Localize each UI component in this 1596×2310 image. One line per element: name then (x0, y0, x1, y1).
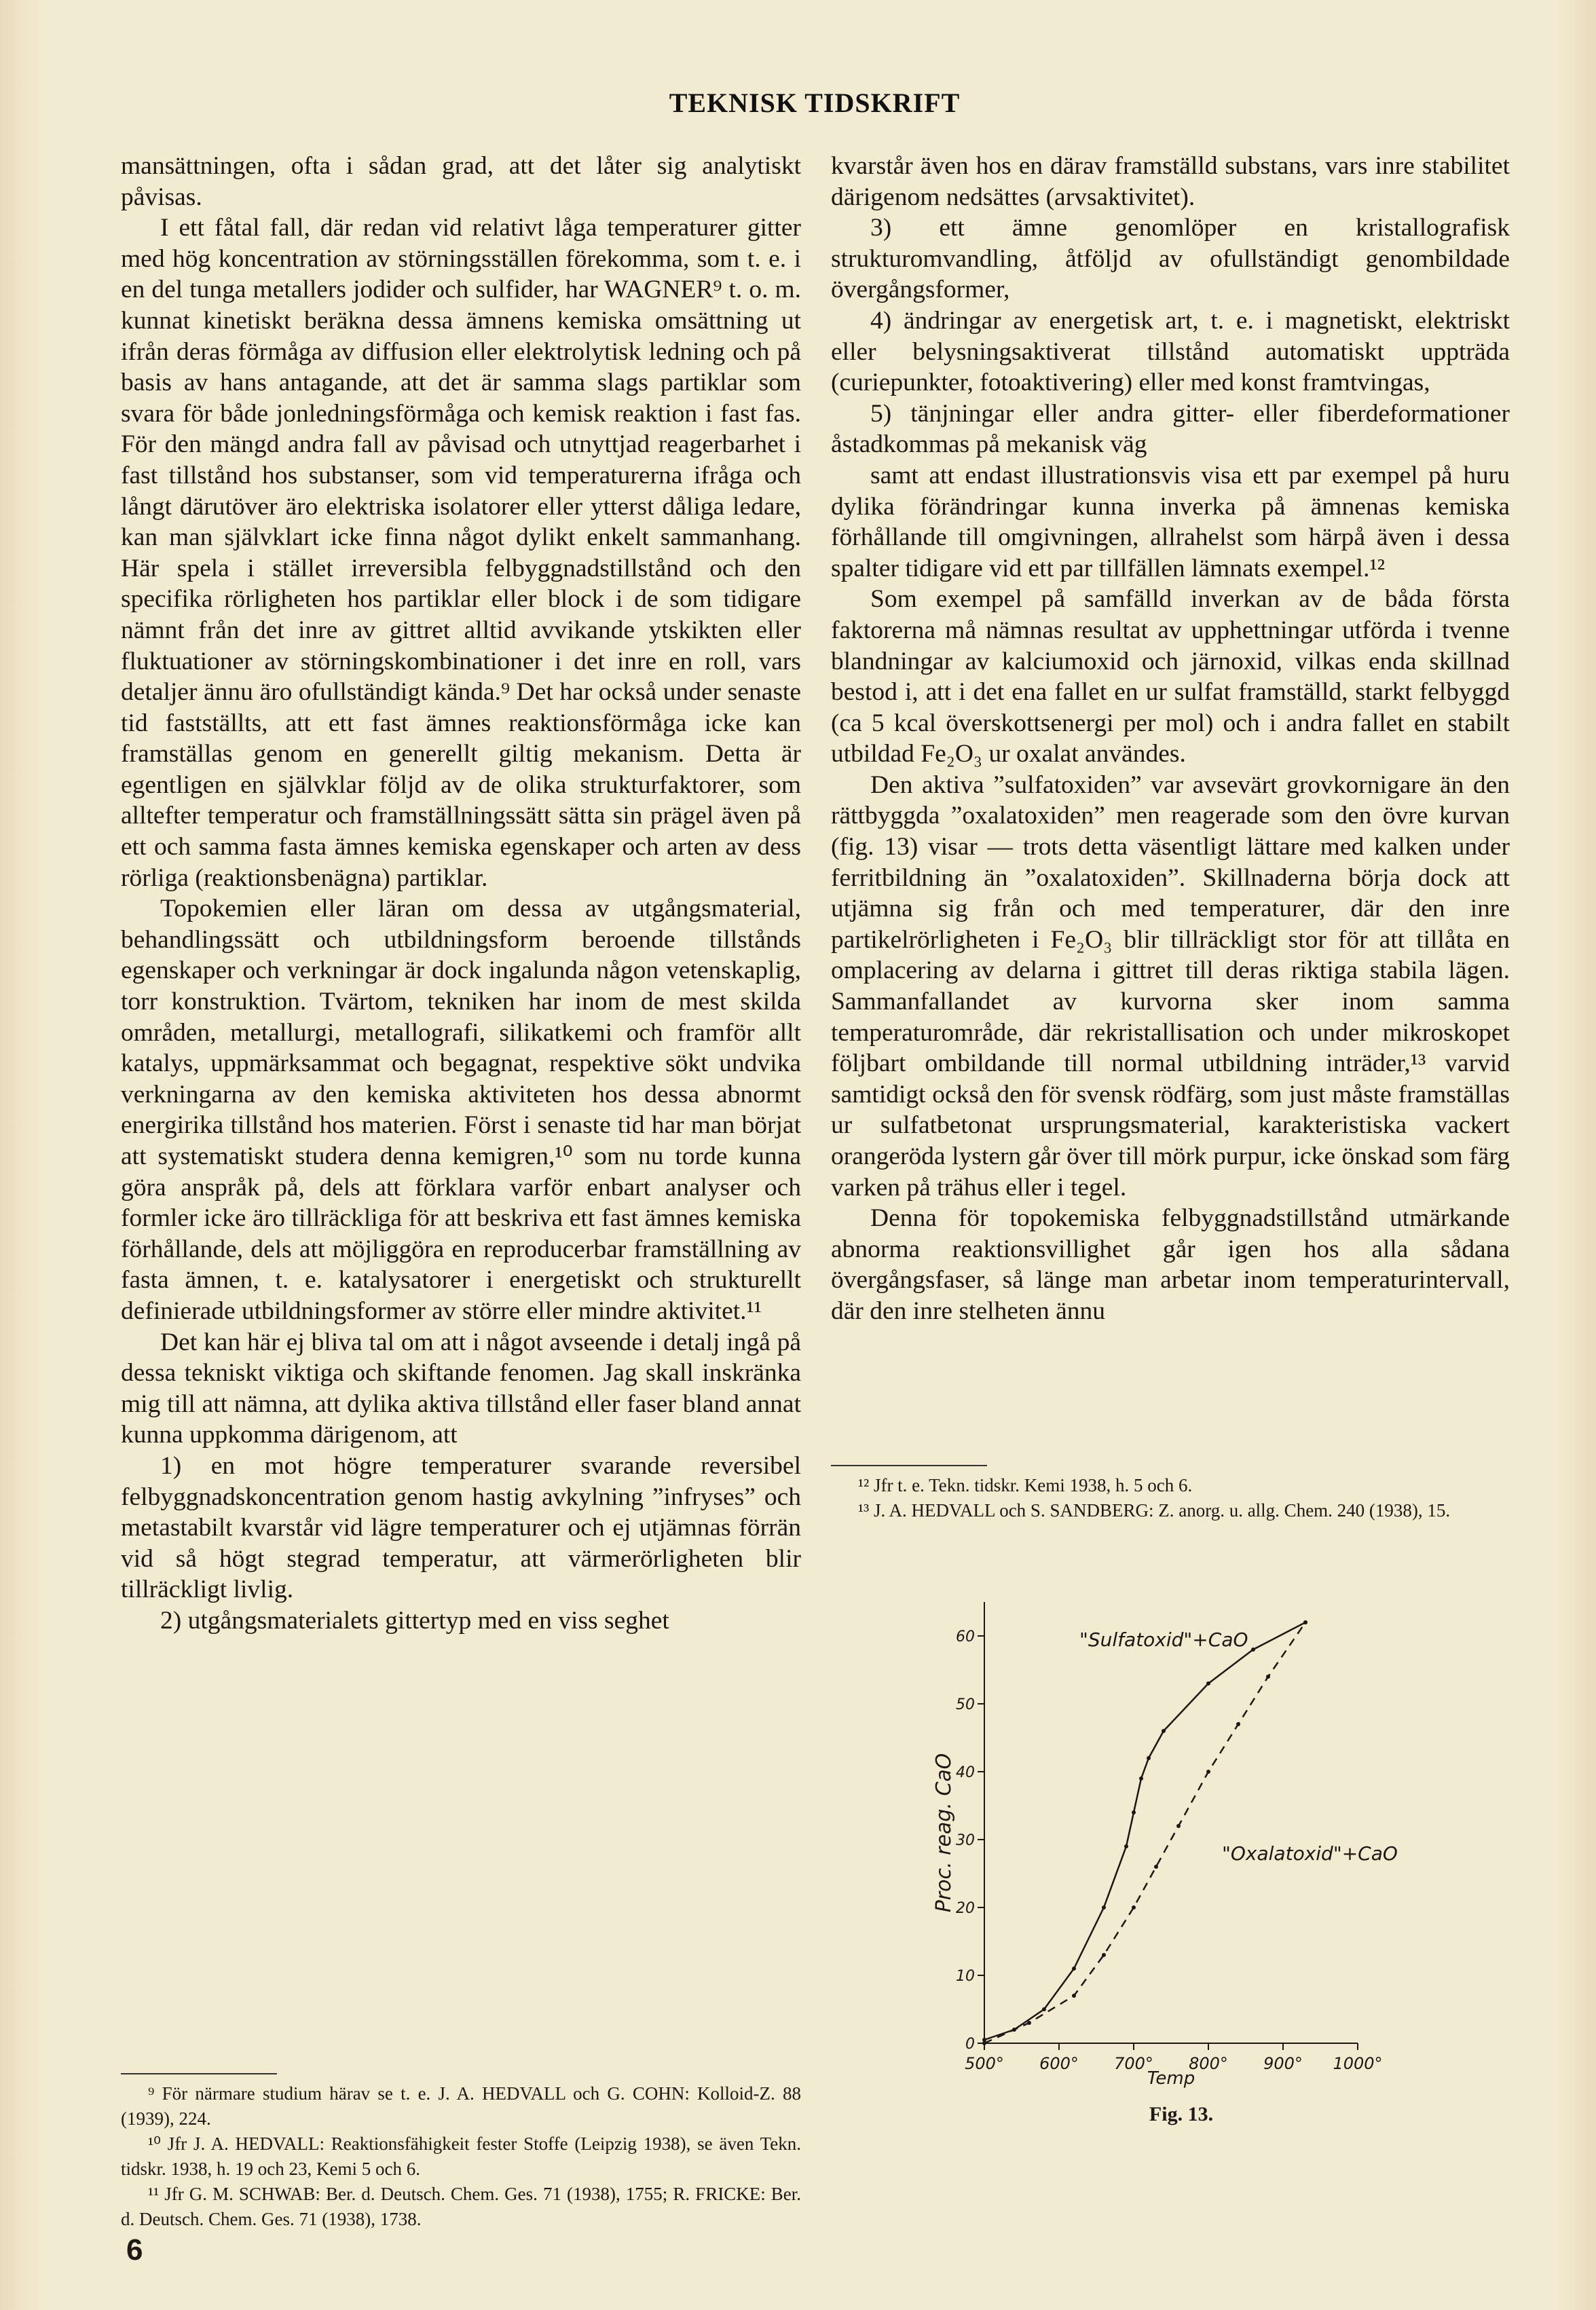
footnote: ¹¹ Jfr G. M. SCHWAB: Ber. d. Deutsch. Chem. Ges. 71 (1938), 1755; R. FRICKE: Ber. d. Deutsch. Chem. Ges. 71 (1938), 1738. (121, 2184, 801, 2229)
data-point (1102, 1905, 1106, 1910)
body-paragraph: 4) ändringar av energetisk art, t. e. i magnetiskt, elektriskt eller belysningsaktiverat tillstånd automatiskt uppträda (curiepunkter, fotoaktivering) eller med konst framtvingas, (831, 306, 1510, 397)
data-point (1132, 1810, 1136, 1814)
data-point (982, 2041, 986, 2045)
y-tick-label: 20 (956, 1900, 975, 1917)
data-point (1236, 1722, 1240, 1726)
data-point (1132, 1905, 1136, 1910)
x-tick-label: 600° (1039, 2054, 1079, 2073)
data-point (1206, 1770, 1210, 1774)
footnote: ¹³ J. A. HEDVALL och S. SANDBERG: Z. anorg. u. allg. Chem. 240 (1938), 15. (858, 1500, 1451, 1521)
series-line-sulfatoxid (984, 1622, 1305, 2040)
body-paragraph: Det kan här ej bliva tal om att i något avseende i detalj ingå på dessa tekniskt viktiga och skiftande fenomen. Jag skall inskränka mig till att nämna, att dylika aktiva tillstånd eller faser bland annat kunna uppkomma därigenom, att (121, 1328, 801, 1449)
footnote-rule (121, 2073, 277, 2074)
data-point (1251, 1647, 1255, 1652)
x-tick-label: 1000° (1333, 2054, 1383, 2073)
figure-caption: Fig. 13. (1149, 2103, 1214, 2125)
body-paragraph: Den aktiva ”sulfatoxiden” var avsevärt grovkornigare än den rättbyggda ”oxalatoxiden” men reagerade som den övre kurvan (fig. 13) visar — trots detta väsentligt lättare med kalken under ferritbildning än ”oxalatoxiden”. Skillnaderna börja dock att utjämna sig från och med temperaturer, där den inre partikelrörligheten i Fe₂O₃ blir tillräckligt stor för att tillåta en omplacering av delarna i gittret till deras riktiga stabila lägen. Sammanfallandet av kurvorna sker inom samma temperaturområde, där rekristallisation och under mikroskopet följbart ombildande till normal utbildning inträder,¹³ varvid samtidigt också den för svensk rödfärg, som just måste framställas ur sulfatbetonat ursprungsmaterial, karakteristiska vackert orangeröda lystern går över till mörk purpur, icke önskad som färg varken på trähus eller i tegel. (831, 770, 1510, 1201)
body-paragraph: kvarstår även hos en därav framställd substans, vars inre stabilitet därigenom nedsättes (arvsaktivitet). (831, 152, 1510, 211)
body-paragraph: mansättningen, ofta i sådan grad, att det låter sig analytiskt påvisas. (121, 152, 801, 211)
right-column (831, 151, 1510, 1327)
data-point (1206, 1681, 1210, 1685)
y-tick-label: 30 (956, 1832, 975, 1849)
body-paragraph: 2) utgångsmaterialets gittertyp med en viss seghet (160, 1606, 669, 1635)
series-label-oxalatoxid: "Oxalatoxid"+CaO (1222, 1842, 1398, 1865)
x-axis-label: Temp (1147, 2068, 1195, 2089)
left-footnotes (121, 2073, 801, 2232)
data-point (1072, 1994, 1076, 1998)
body-paragraph: I ett fåtal fall, där redan vid relativt låga temperaturer gitter med hög koncentration av störningsställen förekomma, som t. e. i en del tunga metallers jodider och sulfider, har WAGNER⁹ t. o. m. kunnat kinetiskt beräkna dessa ämnens kemiska omsättning ut ifrån deras förmåga av diffusion eller elektrolytisk ledning och på basis av hans antagande, att det är samma slags partiklar som svara för både jonledningsförmåga och kemisk reaktion i fast fas. För den mängd andra fall av påvisad och utnyttjad reagerbarhet i fast tillstånd hos substanser, som vid temperaturerna ifråga och långt därutöver äro elektriska isolatorer eller ytterst dåliga ledare, kan man självklart icke finna något dylikt enkelt sammanhang. Här spela i stället irreversibla felbyggnadstillstånd och den specifika rörligheten hos partiklar eller block i de som tidigare nämnt från det inre av gittret alltid avvikande ytskikten eller fluktuationer av störningskombinationer i det inre en roll, vars detaljer ännu äro ofullständigt kända.⁹ Det har också under senaste tid fastställts, att ett fast ämnes reaktionsförmåga icke kan framställas genom en generellt giltig mekanism. Detta är egentligen en självklar följd av de olika strukturfaktorer, som alltefter temperatur och framställningssätt sätta sin prägel även på ett och samma fasta ämnes kemiska egenskaper och arten av dess rörliga (reaktionsbenägna) partiklar. (121, 214, 801, 892)
body-paragraph: 3) ett ämne genomlöper en kristallografisk strukturomvandling, åtföljd av ofullständigt genombildade övergångsformer, (831, 214, 1510, 304)
x-tick-label: 700° (1114, 2054, 1153, 2073)
x-tick-label: 500° (965, 2054, 1004, 2073)
footnote: ⁹ För närmare studium härav se t. e. J. A. HEDVALL och G. COHN: Kolloid-Z. 88 (1939), 224. (121, 2083, 801, 2129)
series-label-sulfatoxid: "Sulfatoxid"+CaO (1079, 1628, 1248, 1651)
data-point (1139, 1776, 1143, 1781)
data-point (1266, 1675, 1270, 1679)
running-header: TEKNISK TIDSKRIFT (669, 88, 961, 118)
y-tick-label: 10 (956, 1968, 975, 1985)
data-point (1154, 1865, 1158, 1869)
body-paragraph: Topokemien eller läran om dessa av utgångsmaterial, behandlingssätt och utbildningsform beroende tillstånds egenskaper och verkningar är dock ingalunda någon vetenskaplig, torr konstruktion. Tvärtom, tekniken har inom de mest skilda områden, metallurgi, metallografi, silikatkemi och framför allt katalys, uppmärksammat och begagnat, respektive sökt undvika verkningarna av den kemiska aktiviteten hos dessa abnormt energirika tillstånd hos materien. Först i senaste tid har man börjat att systematiskt studera denna kemigren,¹⁰ som nu torde kunna göra anspråk på, dels att förklara varför enbart analyser och formler icke äro tillräckliga för att beskriva ett fast ämnes kemiska förhållande, dels att möjliggöra en reproducerbar framställning av fasta ämnen, t. e. katalysatorer i energetiskt och strukturellt definierade utbildningsformer av större eller mindre aktivitet.¹¹ (121, 895, 801, 1325)
body-paragraph: Denna för topokemiska felbyggnadstillstånd utmärkande abnorma reaktionsvillighet går igen hos alla sådana övergångsfaser, så länge man arbetar inom temperaturintervall, där den inre stelheten ännu (831, 1204, 1510, 1325)
x-tick-label: 900° (1263, 2054, 1303, 2073)
page-number: 6 (126, 2233, 143, 2267)
data-point (1147, 1756, 1151, 1760)
data-point (1303, 1620, 1307, 1624)
y-axis-label: Proc. reag. CaO (932, 1753, 956, 1913)
y-tick-label: 60 (956, 1628, 975, 1645)
footnote: ¹² Jfr t. e. Tekn. tidskr. Kemi 1938, h. 5 och 6. (858, 1475, 1193, 1495)
series-line-oxalatoxid (984, 1622, 1305, 2043)
footnote: ¹⁰ Jfr J. A. HEDVALL: Reaktionsfähigkeit fester Stoffe (Leipzig 1938), se även Tekn. tidskr. 1938, h. 19 och 23, Kemi 5 och 6. (121, 2134, 801, 2179)
data-point (1176, 1824, 1181, 1828)
footnote-rule (831, 1465, 987, 1466)
data-point (1124, 1844, 1128, 1848)
left-column (121, 151, 801, 1637)
right-footnotes (831, 1465, 1510, 1523)
body-paragraph: 1) en mot högre temperaturer svarande reversibel felbyggnadskoncentration genom hastig avkylning ”infryses” och metastabilt kvarstår vid lägre temperaturer och ej utjämnas förrän vid så högt stegrad temperatur, att värmerörligheten blir tillräckligt livlig. (121, 1451, 801, 1604)
figure-13-chart (932, 1575, 1426, 2091)
data-point (1027, 2021, 1031, 2025)
body-paragraph: Som exempel på samfälld inverkan av de båda första faktorerna må nämnas resultat av upphettningar utförda i tvenne blandningar av kalciumoxid och järnoxid, vilkas enda skillnad bestod i, att i det ena fallet en ur sulfat framställd, starkt felbyggd (ca 5 kcal överskottsenergi per mol) och i andra fallet en stabilt utbildad Fe₂O₃ ur oxalat användes. (831, 585, 1510, 768)
data-point (1072, 1967, 1076, 1971)
y-tick-label: 40 (956, 1764, 975, 1781)
body-paragraph: samt att endast illustrationsvis visa ett par exempel på huru dylika förändringar kunna inverka på ämnenas kemiska förhållande till omgivningen, allrahelst som härpå även i dessa spalter tidigare vid ett par tillfällen lämnats exempel.¹² (831, 461, 1510, 582)
x-tick-label: 800° (1189, 2054, 1228, 2073)
data-point (1042, 2007, 1046, 2011)
y-tick-label: 0 (965, 2036, 975, 2053)
data-point (1162, 1729, 1166, 1733)
y-tick-label: 50 (956, 1696, 975, 1713)
body-paragraph: 5) tänjningar eller andra gitter- eller fiberdeformationer åstadkommas på mekanisk väg (831, 399, 1510, 459)
data-point (1102, 1953, 1106, 1957)
